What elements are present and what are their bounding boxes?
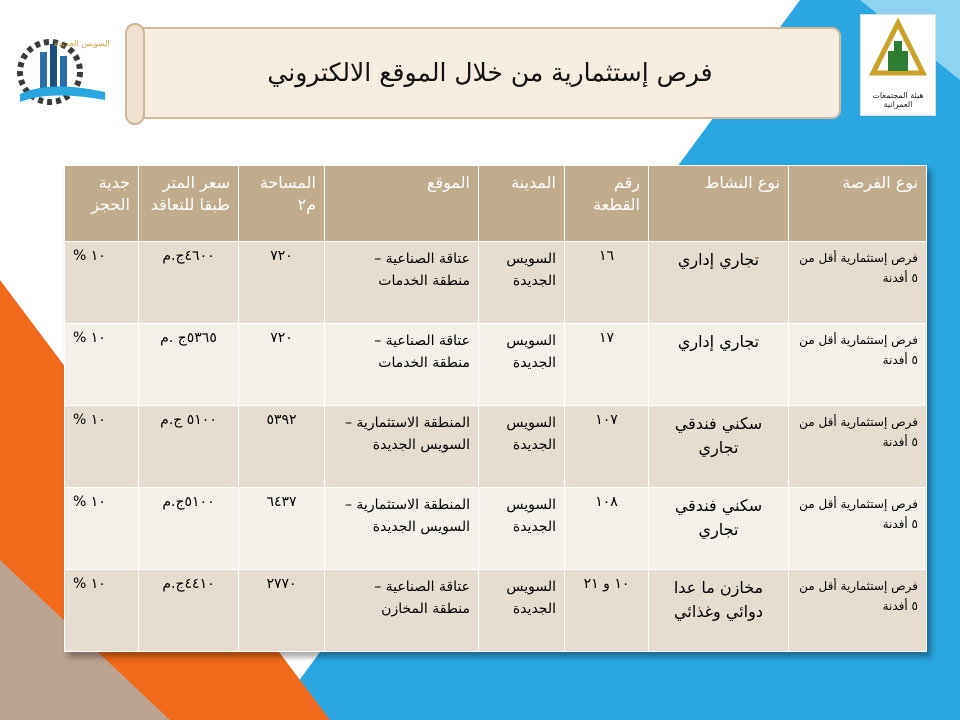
header-type: نوع الفرصة <box>789 166 927 242</box>
area-cell: ٧٢٠ <box>239 242 325 324</box>
deposit-cell: ١٠ % <box>65 242 139 324</box>
plot-cell: ١٠٧ <box>565 406 649 488</box>
price-cell: ٤٤١٠ج.م <box>139 570 239 652</box>
header-price: سعر المتر طبقا للتعاقد <box>139 166 239 242</box>
table-row <box>65 570 927 652</box>
type-cell: فرص إستثمارية أقل من ٥ أفدنة <box>789 570 927 652</box>
activity-cell: سكني فندقي تجاري <box>649 406 789 488</box>
plot-cell: ١٧ <box>565 324 649 406</box>
header-plot: رقم القطعة <box>565 166 649 242</box>
left-logo-text: السويس الجديدة <box>54 39 110 48</box>
header-activity: نوع النشاط <box>649 166 789 242</box>
location-cell: عتاقة الصناعية – منطقة المخازن <box>325 570 479 652</box>
location-cell: عتاقة الصناعية – منطقة الخدمات <box>325 324 479 406</box>
plot-cell: ١٠ و ٢١ <box>565 570 649 652</box>
deposit-cell: ١٠ % <box>65 406 139 488</box>
header-deposit: جدية الحجز <box>65 166 139 242</box>
activity-cell: تجاري إداري <box>649 324 789 406</box>
city-cell: السويس الجديدة <box>479 488 565 570</box>
suez-city-emblem-icon <box>10 30 110 110</box>
area-cell: ٢٧٧٠ <box>239 570 325 652</box>
investment-table <box>64 165 927 652</box>
activity-cell: مخازن ما عدا دوائي وغذائي <box>649 570 789 652</box>
location-cell: المنطقة الاستثمارية – السويس الجديدة <box>325 406 479 488</box>
type-cell: فرص إستثمارية أقل من ٥ أفدنة <box>789 324 927 406</box>
deposit-cell: ١٠ % <box>65 488 139 570</box>
table-row <box>65 406 927 488</box>
plot-cell: ١٦ <box>565 242 649 324</box>
header-area: المساحة م٢ <box>239 166 325 242</box>
page-title: فرص إستثمارية من خلال الموقع الالكتروني <box>267 57 713 87</box>
deposit-cell: ١٠ % <box>65 570 139 652</box>
area-cell: ٥٣٩٢ <box>239 406 325 488</box>
type-cell: فرص إستثمارية أقل من ٥ أفدنة <box>789 242 927 324</box>
nuca-logo <box>860 14 936 116</box>
area-cell: ٧٢٠ <box>239 324 325 406</box>
price-cell: ٥١٠٠ج.م <box>139 488 239 570</box>
header-location: الموقع <box>325 166 479 242</box>
nuca-logo-icon <box>861 15 935 89</box>
city-cell: السويس الجديدة <box>479 324 565 406</box>
deposit-cell: ١٠ % <box>65 324 139 406</box>
price-cell: ٥١٠٠ ج.م <box>139 406 239 488</box>
table-row <box>65 488 927 570</box>
table-header-row <box>65 166 927 242</box>
location-cell: عتاقة الصناعية – منطقة الخدمات <box>325 242 479 324</box>
price-cell: ٤٦٠٠ج.م <box>139 242 239 324</box>
plot-cell: ١٠٨ <box>565 488 649 570</box>
city-cell: السويس الجديدة <box>479 242 565 324</box>
header-city: المدينة <box>479 166 565 242</box>
type-cell: فرص إستثمارية أقل من ٥ أفدنة <box>789 488 927 570</box>
nuca-logo-text: هيئة المجتمعات العمرانية <box>872 91 924 109</box>
price-cell: ٥٣٦٥ج .م <box>139 324 239 406</box>
activity-cell: تجاري إداري <box>649 242 789 324</box>
type-cell: فرص إستثمارية أقل من ٥ أفدنة <box>789 406 927 488</box>
location-cell: المنطقة الاستثمارية – السويس الجديدة <box>325 488 479 570</box>
city-cell: السويس الجديدة <box>479 570 565 652</box>
activity-cell: سكني فندقي تجاري <box>649 488 789 570</box>
city-cell: السويس الجديدة <box>479 406 565 488</box>
table-row <box>65 242 927 324</box>
area-cell: ٦٤٣٧ <box>239 488 325 570</box>
table-row <box>65 324 927 406</box>
